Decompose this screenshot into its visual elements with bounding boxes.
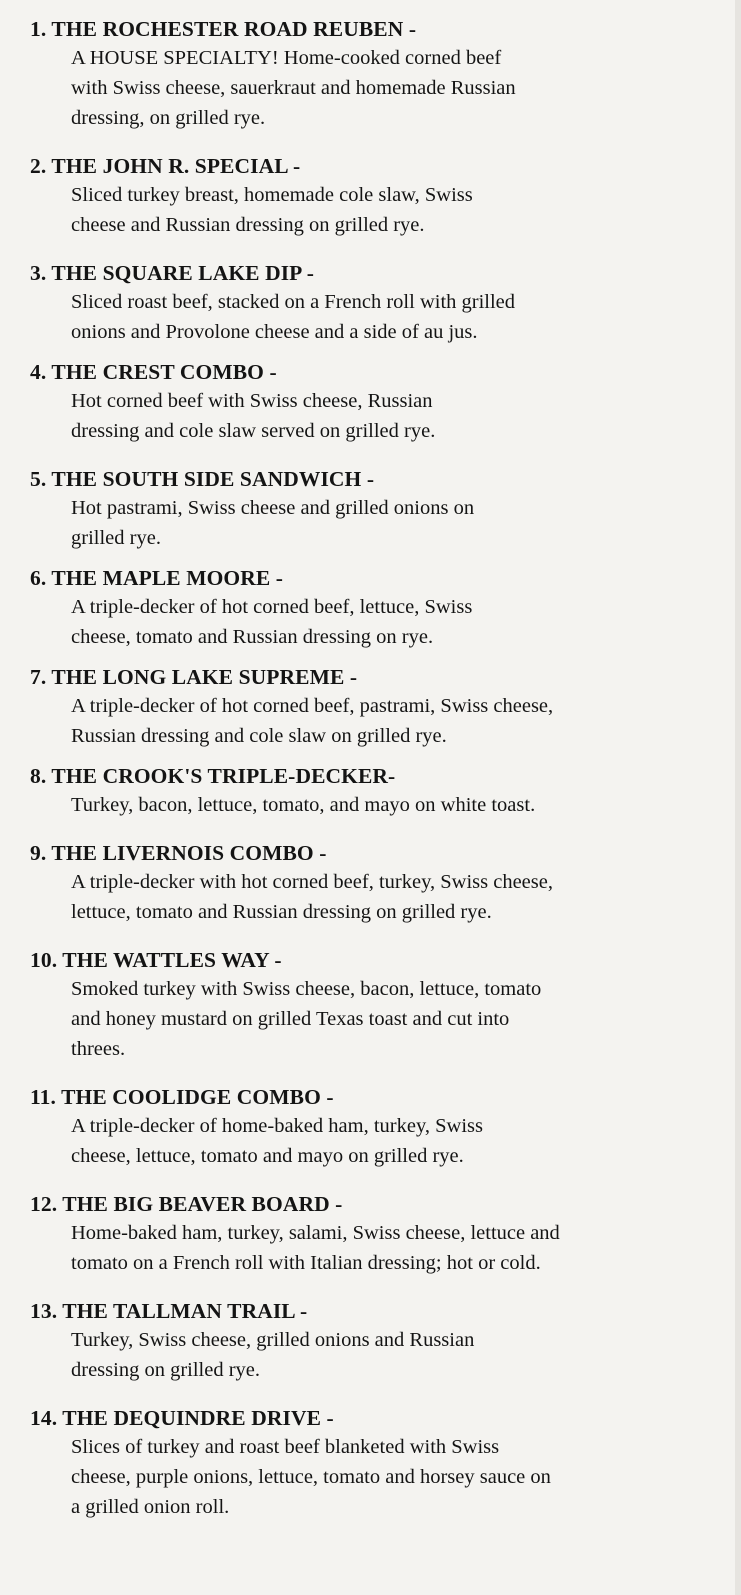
menu-item-description: Turkey, bacon, lettuce, tomato, and mayo on white toast. [71,794,536,816]
menu-item-description: A triple-decker with hot corned beef, turkey, Swiss cheese, lettuce, tomato and Russian dressing on grilled rye. [71,871,553,923]
sandwich-menu-list [30,16,720,1542]
menu-item [30,153,720,240]
menu-item-title: 6. THE MAPLE MOORE - [30,566,284,590]
menu-item [30,840,720,927]
menu-item-description: Sliced turkey breast, homemade cole slaw, Swiss cheese and Russian dressing on grilled rye. [71,184,473,236]
menu-item [30,359,720,446]
page-edge [735,0,741,1595]
menu-item-description: Slices of turkey and roast beef blanketed with Swiss cheese, purple onions, lettuce, tomato and horsey sauce on a grilled onion roll. [71,1436,551,1518]
menu-item-description: Hot pastrami, Swiss cheese and grilled onions on grilled rye. [71,497,475,549]
menu-item-title: 11. THE COOLIDGE COMBO - [30,1085,334,1109]
menu-item [30,1191,720,1278]
menu-item-description: A triple-decker of home-baked ham, turkey, Swiss cheese, lettuce, tomato and mayo on grilled rye. [71,1115,483,1167]
menu-item-description: Smoked turkey with Swiss cheese, bacon, lettuce, tomato and honey mustard on grilled Texas toast and cut into threes. [71,978,542,1060]
menu-item [30,1405,720,1522]
menu-item [30,763,720,820]
menu-item-description: A triple-decker of hot corned beef, lettuce, Swiss cheese, tomato and Russian dressing on rye. [71,596,473,648]
menu-item-title: 13. THE TALLMAN TRAIL - [30,1299,308,1323]
menu-item-title: 4. THE CREST COMBO - [30,360,277,384]
menu-item-title: 9. THE LIVERNOIS COMBO - [30,841,327,865]
menu-item [30,260,720,347]
menu-item-description: Home-baked ham, turkey, salami, Swiss cheese, lettuce and tomato on a French roll with Italian dressing; hot or cold. [71,1222,560,1274]
menu-item-description: A HOUSE SPECIALTY! Home-cooked corned beef with Swiss cheese, sauerkraut and homemade Russian dressing, on grilled rye. [71,47,516,129]
menu-item-title: 12. THE BIG BEAVER BOARD - [30,1192,343,1216]
menu-item-title: 3. THE SQUARE LAKE DIP - [30,261,314,285]
menu-item-title: 7. THE LONG LAKE SUPREME - [30,665,358,689]
menu-item-title: 1. THE ROCHESTER ROAD REUBEN - [30,17,417,41]
menu-item [30,16,720,133]
menu-item-title: 5. THE SOUTH SIDE SANDWICH - [30,467,375,491]
menu-item [30,1298,720,1385]
menu-item [30,1084,720,1171]
menu-item-description: Turkey, Swiss cheese, grilled onions and Russian dressing on grilled rye. [71,1329,475,1381]
menu-item-description: Sliced roast beef, stacked on a French roll with grilled onions and Provolone cheese and a side of au jus. [71,291,516,343]
menu-item-title: 14. THE DEQUINDRE DRIVE - [30,1406,334,1430]
menu-item-description: A triple-decker of hot corned beef, pastrami, Swiss cheese, Russian dressing and cole slaw on grilled rye. [71,695,554,747]
menu-item-description: Hot corned beef with Swiss cheese, Russian dressing and cole slaw served on grilled rye. [71,390,436,442]
menu-item [30,664,720,751]
menu-item [30,466,720,553]
menu-item [30,947,720,1064]
menu-item-title: 8. THE CROOK'S TRIPLE-DECKER- [30,764,396,788]
menu-item-title: 2. THE JOHN R. SPECIAL - [30,154,301,178]
menu-item [30,565,720,652]
menu-item-title: 10. THE WATTLES WAY - [30,948,282,972]
